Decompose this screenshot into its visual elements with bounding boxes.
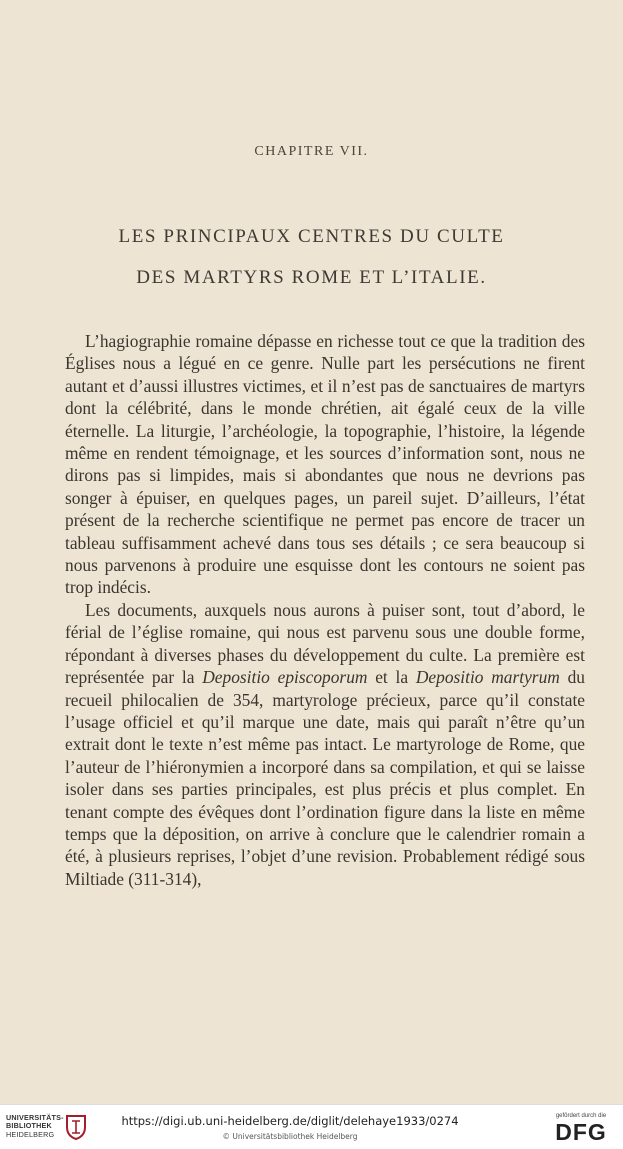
university-seal-icon xyxy=(64,1113,88,1141)
chapter-title-line-1: LES PRINCIPAUX CENTRES DU CULTE xyxy=(118,226,505,247)
chapter-title-line-2: DES MARTYRS ROME ET L’ITALIE. xyxy=(136,267,487,288)
library-logo: UNIVERSITÄTS- BIBLIOTHEK HEIDELBERG xyxy=(6,1113,64,1139)
dfg-logo: DFG xyxy=(555,1119,607,1145)
paragraph: L’hagiographie romaine dépasse en richesse tout ce que la tradition des Églises nous a légué en ce genre. Nulle part les persécutions ne firent autant et d’aussi illustres victimes, et il n’est pas de sanctuaires de martyrs dont la célébrité, dans le monde chrétien, ait égalé ceux de la ville éternelle. La liturgie, l’archéologie, la topographie, l’histoire, la légende même en rendent témoignage, et les sources d’information sont, nous ne dirons pas si limpides, mais si abondantes que nous ne devrions pas songer à épuiser, en quelques pages, un pareil sujet. D’ailleurs, l’état présent de la recherche scientifique ne permet pas encore de tracer un tableau suffisamment achevé dans tous ses détails ; ce sera beaucoup si nous parvenons à produire une esquisse dont les contours ne soient pas trop indécis. xyxy=(65,331,585,598)
paragraph: Les documents, auxquels nous aurons à puiser sont, tout d’abord, le férial de l’église romaine, qui nous est parvenu sous une double forme, répondant à diverses phases du développement du culte. La première est représentée par la Depositio episcoporum et la Depositio martyrum du recueil philocalien de 354, martyrologe précieux, parce qu’il constate l’usage officiel et qu’il marque une date, mais qui paraît n’être qu’un extrait dont le texte n’est même pas intact. Le martyrologe de Rome, que l’auteur de l’hiéronymien a incorporé dans sa compilation, et qui se laisse isoler dans ses parties principales, est plus précis et plus complet. En tenant compte des évêques dont l’ordination figure dans la liste en même temps que la déposition, on arrive à conclure que le calendrier romain a été, à plusieurs reprises, l’objet d’une revision. Probablement rédigé sous Miltiade (311-314), xyxy=(65,599,585,889)
chapter-heading: CHAPITRE VII. xyxy=(254,144,369,159)
body-text xyxy=(65,330,585,890)
dfg-caption: gefördert durch die xyxy=(555,1113,607,1119)
copyright-notice: © Universitätsbibliothek Heidelberg xyxy=(222,1132,358,1141)
viewer-footer xyxy=(0,1104,623,1149)
italic-title: Depositio martyrum xyxy=(415,667,560,688)
italic-title: Depositio episcoporum xyxy=(202,667,368,688)
permalink-url[interactable]: https://digi.ub.uni-heidelberg.de/diglit/delehaye1933/0274 xyxy=(121,1114,459,1128)
